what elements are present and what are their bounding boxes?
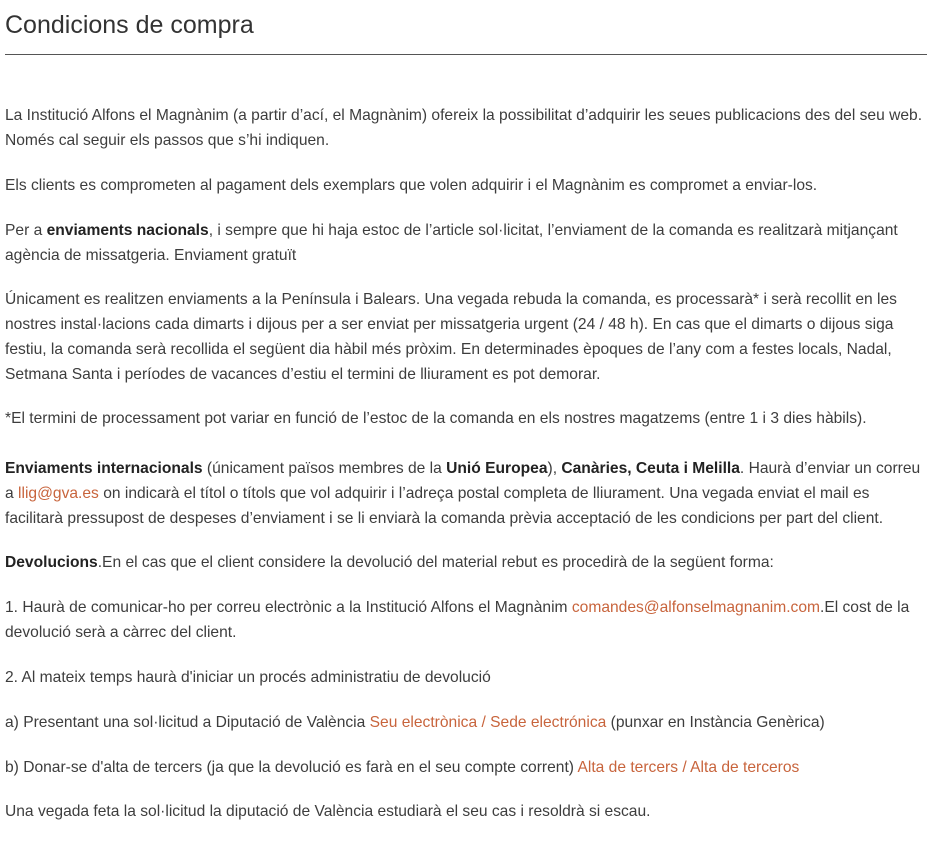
page-title: Condicions de compra: [5, 11, 254, 39]
paragraph-international-shipping: [5, 456, 930, 531]
text: ),: [547, 460, 562, 477]
paragraph-intro: La Institució Alfons el Magnànim (a partir d’ací, el Magnànim) ofereix la possibilitat d’adquirir les seues publicacions des del seu web. Només cal seguir els passos que s’hi indiquen.: [5, 107, 923, 149]
text: .En el cas que el client considere la devolució del material rebut es procedirà de la següent forma:: [97, 554, 774, 571]
text: b) Donar-se d'alta de tercers (ja que la devolució es farà en el seu compte corrent): [5, 759, 578, 776]
text: (únicament països membres de la: [202, 460, 447, 477]
bold-international-shipping: Enviaments internacionals: [5, 460, 203, 477]
alta-tercers-link[interactable]: Alta de tercers / Alta de terceros: [577, 759, 800, 776]
text: , i sempre que hi haja estoc de l’article sol·licitat, l’enviament de la comanda es realitzarà mitjançant agència de missatgeria. Enviament gratuït: [5, 222, 898, 264]
email-link-llig[interactable]: llig@gva.es: [18, 485, 99, 502]
sede-electronica-link[interactable]: Seu electrònica / Sede electrónica: [369, 714, 607, 731]
paragraph-closing: Una vegada feta la sol·licitud la diputació de València estudiarà el seu cas i resoldrà si escau.: [5, 803, 651, 820]
paragraph-return-step-1: [5, 595, 930, 645]
bold-regions: Canàries, Ceuta i Melilla: [561, 460, 740, 477]
paragraph-return-step-2: 2. Al mateix temps haurà d'iniciar un procés administratiu de devolució: [5, 669, 491, 686]
email-link-comandes[interactable]: comandes@alfonselmagnanim.com: [571, 599, 820, 616]
bold-national-shipping: enviaments nacionals: [46, 222, 209, 239]
title-divider: [5, 54, 927, 55]
text: .El cost de la devolució serà a càrrec del client.: [5, 599, 910, 641]
paragraph-returns: [5, 550, 930, 575]
paragraph-shipping-details: Únicament es realitzen enviaments a la Península i Balears. Una vegada rebuda la comanda, es processarà* i serà recollit en les nostres instal·lacions cada dimarts i dijous per a ser enviat per missatgeria urgent (24 / 48 h). En cas que el dimarts o dijous siga festiu, la comanda serà recollida el següent dia hàbil més pròxim. En determinades èpoques de l’any com a festes locals, Nadal, Setmana Santa i períodes de vacances d’estiu el termini de lliurament es pot demorar.: [5, 291, 897, 383]
text: Per a: [5, 222, 47, 239]
paragraph-return-step-a: [5, 710, 930, 735]
text: a) Presentant una sol·licitud a Diputació de València: [5, 714, 370, 731]
paragraph-return-step-b: [5, 755, 930, 780]
text: 1. Haurà de comunicar-ho per correu electrònic a la Institució Alfons el Magnànim: [5, 599, 572, 616]
text: (punxar en Instància Genèrica): [606, 714, 825, 731]
text: . Haurà d’enviar un correu a: [5, 460, 921, 502]
paragraph-processing-note: *El termini de processament pot variar en funció de l’estoc de la comanda en els nostres magatzems (entre 1 i 3 dies hàbils).: [5, 410, 867, 427]
bold-eu: Unió Europea: [446, 460, 548, 477]
bold-returns: Devolucions: [5, 554, 98, 571]
paragraph-commitment: Els clients es comprometen al pagament dels exemplars que volen adquirir i el Magnànim es compromet a enviar-los.: [5, 177, 818, 194]
text: on indicarà el títol o títols que vol adquirir i l’adreça postal completa de lliurament. Una vegada enviat el mail es facilitarà pressupost de despeses d’enviament i se li enviarà la comanda prèvia acceptació de les condicions per part del client.: [5, 485, 884, 527]
paragraph-national-shipping: [5, 218, 930, 268]
